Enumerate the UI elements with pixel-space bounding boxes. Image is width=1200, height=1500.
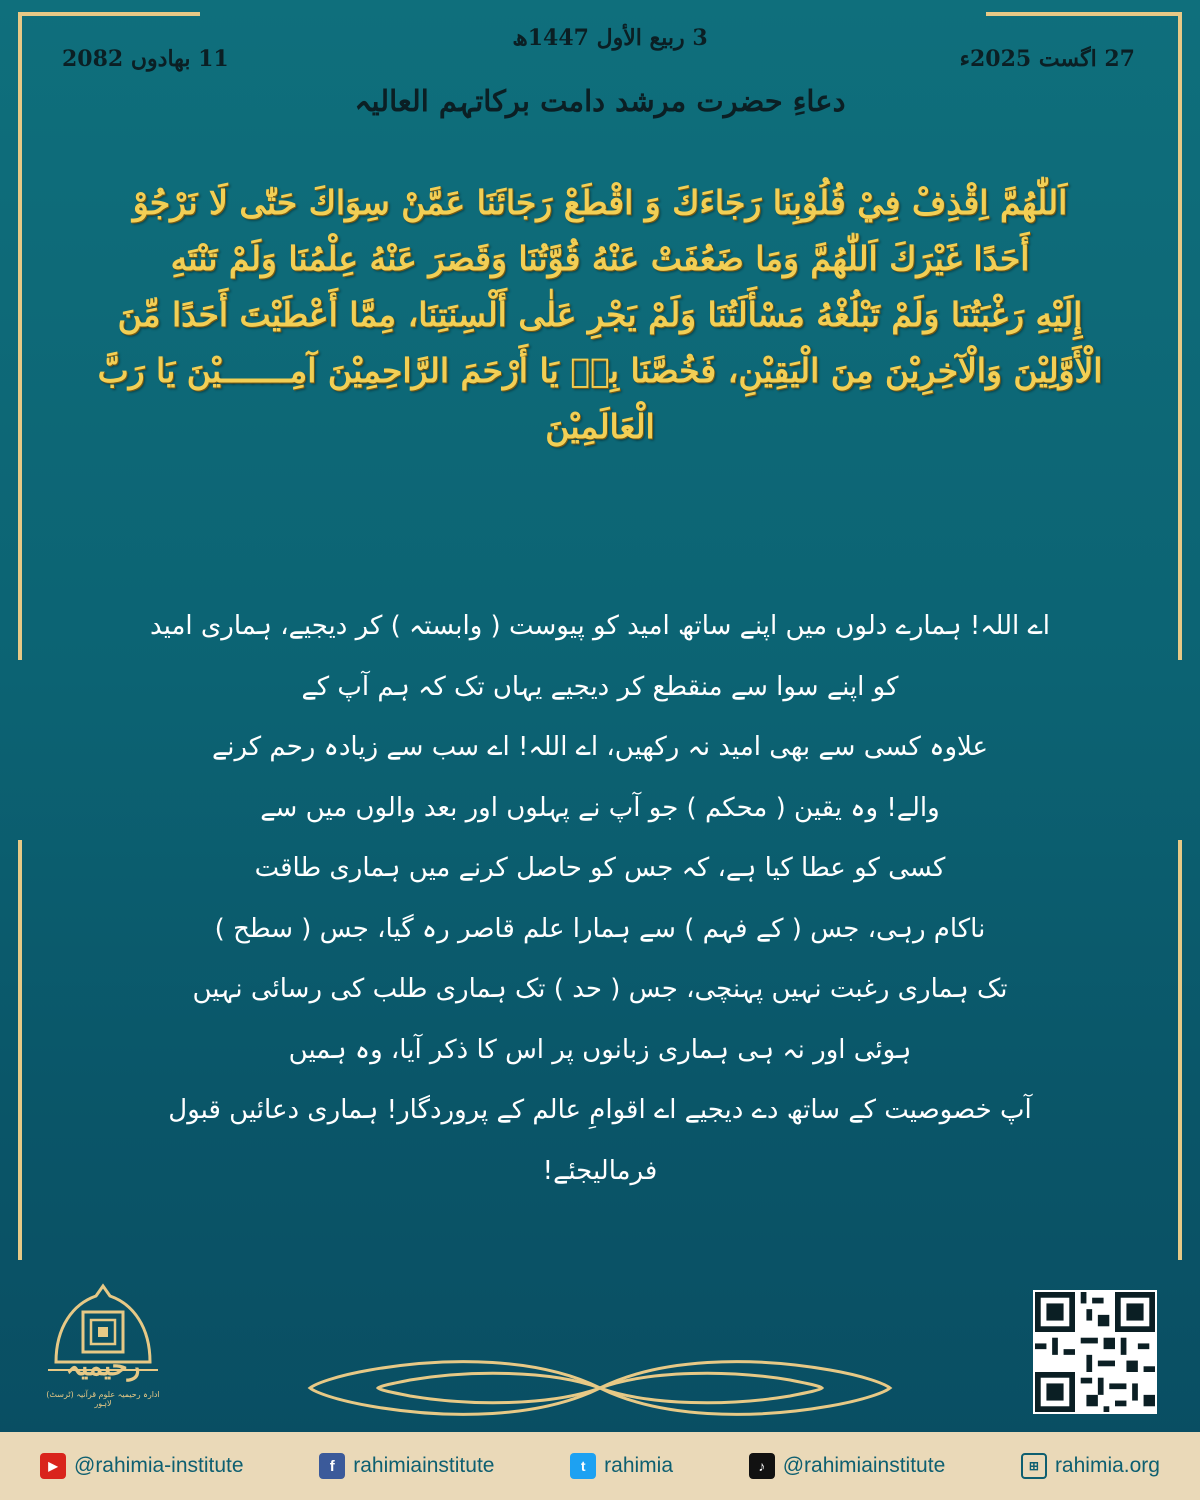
urdu-line: ناکام رہی، جس ( کے فہم ) سے ہمارا علم قاصر رہ گیا، جس ( سطح ) [214,913,986,944]
urdu-line: والے! وہ یقین ( محکم ) جو آپ نے پہلوں اور بعد والوں میں سے [260,792,940,823]
urdu-line: آپ خصوصیت کے ساتھ دے دیجیے اے اقوامِ عالم کے پروردگار! ہماری دعائیں قبول [168,1095,1032,1125]
urdu-translation [90,596,1110,1201]
facebook-handle: rahimiainstitute [353,1454,495,1477]
logo-name: رحیمیہ [65,1352,141,1382]
ornament-divider [300,1348,900,1428]
website-url: rahimia.org [1054,1454,1160,1477]
bikrami-date: 11 بھادوں 2082 [62,46,229,72]
qr-code[interactable] [1033,1290,1157,1414]
twitter-icon: t [570,1453,596,1479]
hijri-date: 3 ربیع الأول 1447ھ [512,25,708,51]
website-link[interactable] [1021,1453,1160,1479]
urdu-line: ہوئی اور نہ ہی ہماری زبانوں پر اس کا ذکر آیا، وہ ہمیں [288,1034,912,1065]
frame-top-left [20,12,200,16]
arabic-line: أَحَدًا غَيْرَكَ اَللّٰهُمَّ وَمَا ضَعُفَتْ عَنْهُ قُوَّتُنَا وَقَصَرَ عَنْهُ عِلْمُنَا وَلَمْ تَنْتَهِ [170,239,1030,278]
frame-right-upper [1178,12,1182,660]
arabic-dua [80,175,1120,455]
page-title: دعاءِ حضرت مرشد دامت برکاتہم العالیہ [354,84,846,118]
urdu-line: کسی کو عطا کیا ہے، کہ جس کو حاصل کرنے میں ہماری طاقت [254,853,946,883]
tiktok-link[interactable] [749,1453,946,1479]
youtube-link[interactable] [40,1453,244,1479]
frame-left-lower [18,840,22,1260]
urdu-line: کو اپنے سوا سے منقطع کر دیجیے یہاں تک کہ ہم آپ کے [301,671,899,702]
frame-right-lower [1178,840,1182,1260]
twitter-link[interactable] [570,1453,673,1479]
youtube-handle: @rahimia-institute [74,1454,244,1477]
facebook-link[interactable] [319,1453,494,1479]
footer-bar [0,1432,1200,1500]
youtube-icon: ▶ [40,1453,66,1479]
urdu-line: تک ہماری رغبت نہیں پہنچی، جس ( حد ) تک ہماری طلب کی رسائی نہیں [192,974,1008,1004]
arabic-line: إِلَيْهِ رَغْبَتُنَا وَلَمْ تَبْلُغْهُ مَسْأَلَتُنَا وَلَمْ يَجْرِ عَلٰى أَلْسِنَتِنَا، مِمَّا أَعْطَيْتَ أَحَدًا مِّنَ [117,295,1083,334]
logo-subtitle: ادارہ رحیمیہ علوم قرآنیہ (ٹرسٹ) لاہور [46,1390,160,1408]
twitter-handle: rahimia [604,1454,674,1477]
rahimia-logo [38,1282,168,1414]
arabic-line: الْعَالَمِيْنَ [545,407,655,446]
arabic-line: اَللّٰهُمَّ اِقْذِفْ فِيْ قُلُوْبِنَا رَجَاءَكَ وَ اقْطَعْ رَجَائَنَا عَمَّنْ سِوَاكَ حَتّٰى لَا نَرْجُوْ [132,183,1068,222]
frame-left-upper [18,12,22,660]
website-icon: ⊞ [1021,1453,1047,1479]
tiktok-handle: @rahimiainstitute [782,1454,946,1477]
gregorian-date: 27 اگست 2025ء [959,46,1135,72]
frame-top-right [986,12,1182,16]
arabic-line: الْأَوَّلِيْنَ وَالْآخِرِيْنَ مِنَ الْيَقِيْنِ، فَخُصَّنَا بِهٖ يَا أَرْحَمَ الرَّاحِمِيْنَ آمِـــــــيْنَ يَا رَبَّ [97,351,1103,390]
urdu-line: فرمالیجئے! [542,1155,658,1186]
facebook-icon: f [319,1453,345,1479]
tiktok-icon: ♪ [749,1453,775,1479]
urdu-line: اے اللہ! ہمارے دلوں میں اپنے ساتھ امید کو پیوست ( وابستہ ) کر دیجیے، ہماری امید [150,611,1050,641]
urdu-line: علاوہ کسی سے بھی امید نہ رکھیں، اے اللہ! اے سب سے زیادہ رحم کرنے [211,732,989,762]
